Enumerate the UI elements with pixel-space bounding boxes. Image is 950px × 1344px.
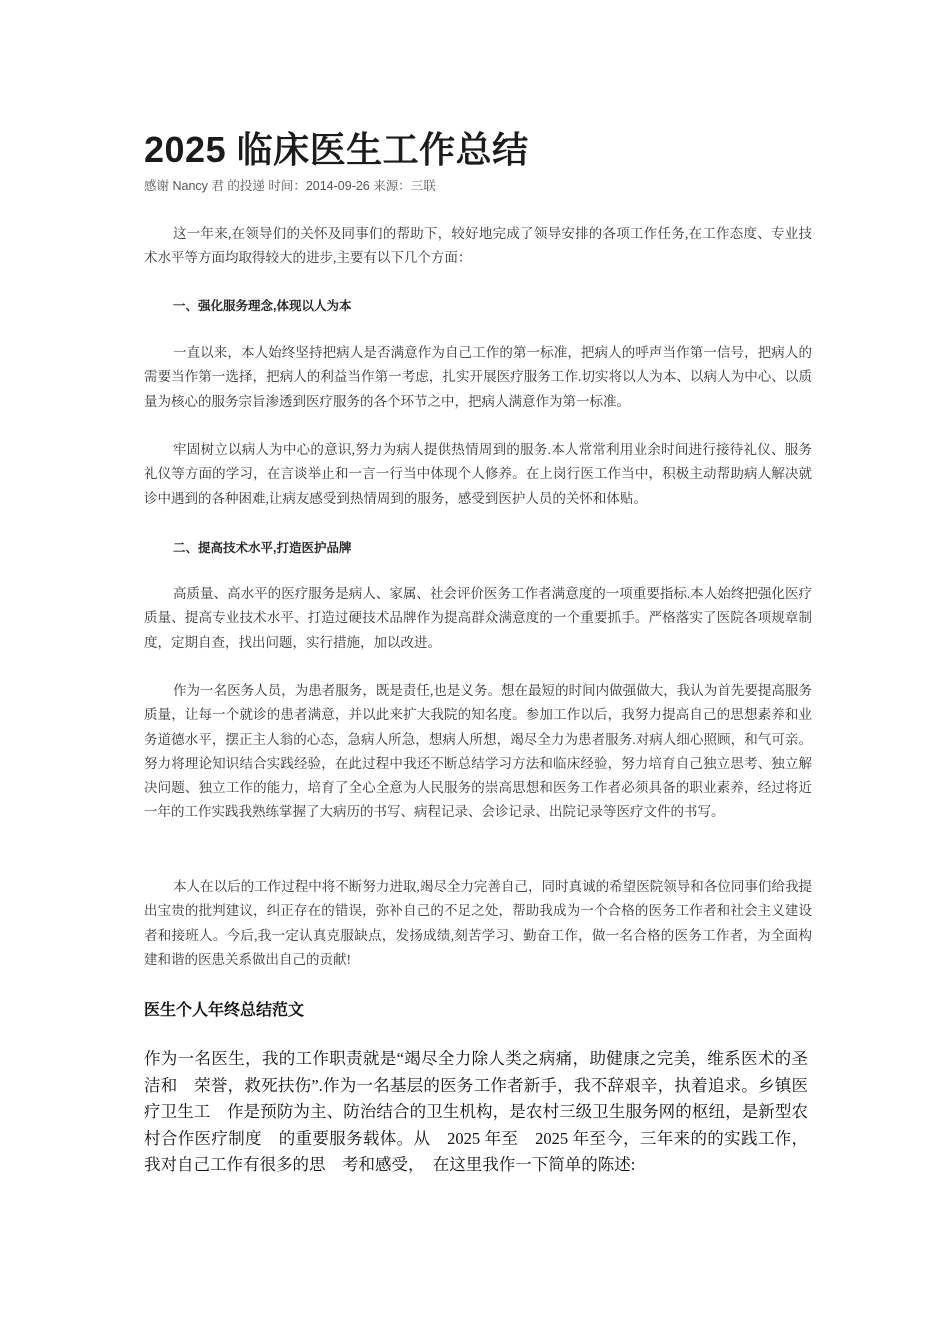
sub-title-bold: 医生个人年终总结 [144, 1002, 273, 1019]
section2-paragraph-2: 作为一名医务人员，为患者服务，既是责任,也是义务。想在最短的时间内做强做大，我认为首先要提高服务质量，让每一个就诊的患者满意，并以此来扩大我院的知名度。参加工作以后，我努力提高自己的思想素养和业务道德水平，摆正主人翁的心态，急病人所急，想病人所想，竭尽全力为患者服务.对病人细心照顾，和气可亲。努力将理论知识结合实践经验，在此过程中我还不断总结学习方法和临床经验，努力培育自己独立思考、独立解决问题、独立工作的能力，培育了全心全意为人民服务的崇高思想和医务工作者必须具备的职业素养，经过将近一年的工作实践我熟练掌握了大病历的书写、病程记录、会诊记录、出院记录等医疗文件的书写。 [144, 683, 812, 820]
section-heading-1: 一、强化服务理念,体现以人为本 [173, 299, 352, 313]
section1-paragraph-1: 一直以来，本人始终坚持把病人是否满意作为自己工作的第一标准，把病人的呼声当作第一信号，把病人的需要当作第一选择，把病人的利益当作第一考虑，扎实开展医疗服务工作.切实将以人为本、以病人为中心、以质量为核心的服务宗旨渗透到医疗服务的各个环节之中，把病人满意作为第一标准。 [144, 345, 812, 409]
section1-paragraph-2: 牢固树立以病人为中心的意识,努力为病人提供热情周到的服务.本人常常利用业余时间进行接待礼仪、服务礼仪等方面的学习，在言谈举止和一言一行当中体现个人修养。在上岗行医工作当中，积极主动帮助病人解决就诊中遇到的各种困难,让病友感受到热情周到的服务，感受到医护人员的关怀和体贴。 [144, 442, 812, 506]
document-meta: 感谢 Nancy 君 的投递 时间：2014-09-26 来源：三联 [144, 179, 436, 193]
sub-title [144, 1000, 304, 1022]
sub-title-rest: 范文 [272, 1002, 305, 1019]
sub-body-paragraph: 作为一名医生，我的工作职责就是“竭尽全力除人类之病痛，助健康之完美，维系医术的圣洁和 荣誉，救死扶伤”.作为一名基层的医务工作者新手，我不辞艰辛，执着追求。乡镇医疗卫生工 作是预防为主、防治结合的卫生机构，是农村三级卫生服务网的枢纽，是新型农村合作医疗制度 的重要服务载体。从 2025 年至 2025 年至今，三年来的的实践工作，我对自己工作有很多的思 考和感受， 在这里我作一下简单的陈述: [144, 1049, 808, 1174]
closing-paragraph: 本人在以后的工作过程中将不断努力进取,竭尽全力完善自己，同时真诚的希望医院领导和各位同事们给我提出宝贵的批判建议，纠正存在的错误，弥补自己的不足之处，帮助我成为一个合格的医务工作者和社会主义建设者和接班人。今后,我一定认真克服缺点，发扬成绩,刻苦学习、勤奋工作，做一名合格的医务工作者，为全面构建和谐的医患关系做出自己的贡献! [144, 879, 812, 967]
section2-paragraph-1: 高质量、高水平的医疗服务是病人、家属、社会评价医务工作者满意度的一项重要指标.本人始终把强化医疗质量、提高专业技术水平、打造过硬技术品牌作为提高群众满意度的一个重要抓手。严格落实了医院各项规章制度，定期自查，找出问题，实行措施，加以改进。 [144, 586, 812, 650]
document-title: 2025 临床医生工作总结 [144, 129, 529, 170]
intro-paragraph: 这一年来,在领导们的关怀及同事们的帮助下，较好地完成了领导安排的各项工作任务,在工作态度、专业技术水平等方面均取得较大的进步,主要有以下几个方面： [144, 226, 812, 266]
section-heading-2: 二、提高技术水平,打造医护品牌 [173, 541, 352, 555]
